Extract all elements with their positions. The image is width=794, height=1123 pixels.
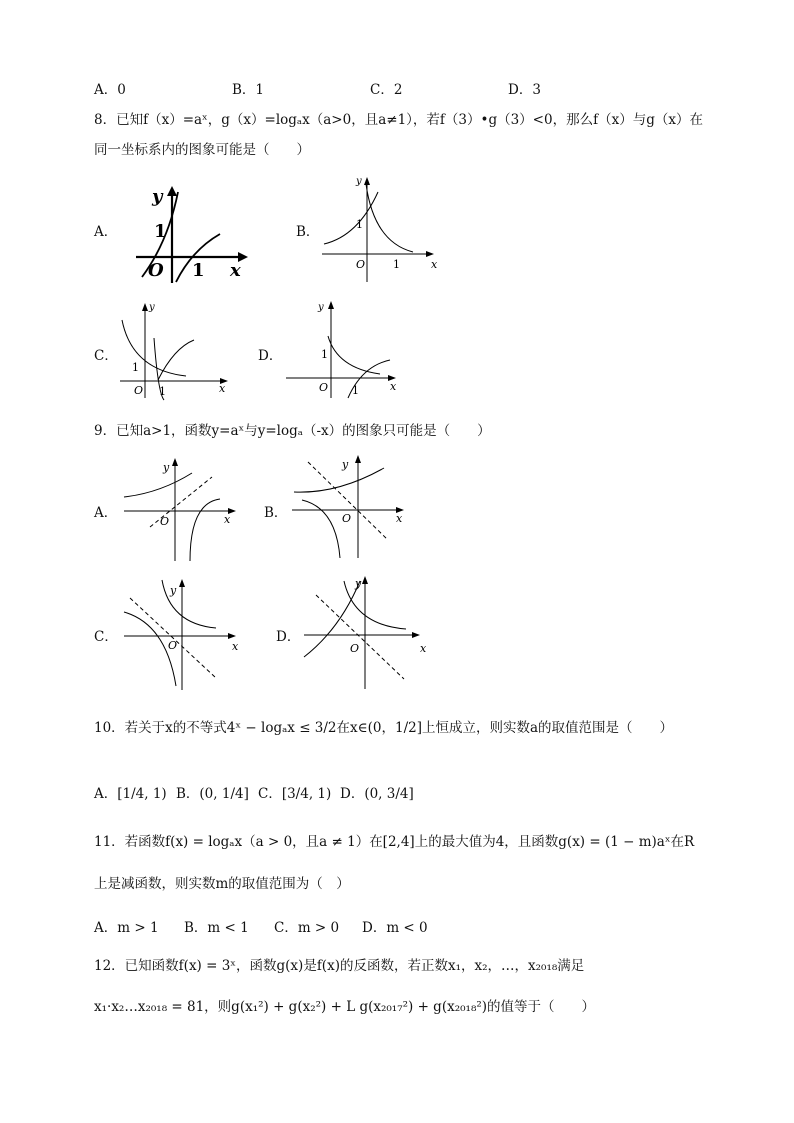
- q9a-origin-label: O: [160, 515, 170, 528]
- q8-stem-line2: 同一坐标系内的图象可能是（ ）: [94, 142, 310, 158]
- q8a-one-label: 1: [154, 221, 167, 242]
- q8b-one-x-label: 1: [393, 258, 400, 271]
- q8d-one-x-label: 1: [352, 384, 359, 397]
- q10-choice-c: C．[3/4, 1): [258, 786, 332, 802]
- q11-stem-line1: 11．若函数f(x) = logₐx（a > 0，且a ≠ 1）在[2,4]上的最大值为4，且函数g(x) = (1 − m)aˣ在R: [94, 834, 695, 850]
- q11-stem-line2: 上是减函数，则实数m的取值范围为（ ）: [94, 876, 350, 892]
- q8a-origin-label: O: [148, 260, 164, 281]
- q8d-y-label: y: [318, 302, 324, 313]
- q8-graph-c: [116, 298, 238, 403]
- q9-label-a: A．: [94, 505, 118, 521]
- q9c-origin-label: O: [168, 639, 178, 652]
- q8d-origin-label: O: [319, 381, 329, 394]
- q7-choice-d: D．3: [508, 82, 541, 98]
- q8-graph-a: [130, 182, 255, 287]
- q10-choice-b: B．(0, 1/4]: [176, 786, 249, 802]
- q8c-one-x-label: 1: [159, 385, 166, 398]
- q7-choice-c: C．2: [370, 82, 403, 98]
- q8c-y-label: y: [149, 302, 155, 313]
- q9-label-c: C．: [94, 629, 118, 645]
- q10-stem: 10．若关于x的不等式4ˣ − logₐx ≤ 3/2在x∈(0，1/2]上恒成立，则实数a的取值范围是（ ）: [94, 720, 674, 736]
- q8a-y-label: y: [152, 186, 163, 207]
- q9b-origin-label: O: [342, 512, 352, 525]
- q9d-origin-label: O: [350, 642, 360, 655]
- q7-choice-a: A．0: [94, 82, 126, 98]
- q11-choice-d: D．m < 0: [362, 920, 428, 936]
- q8c-origin-label: O: [134, 384, 144, 397]
- q9-stem: 9．已知a>1，函数y=aˣ与y=logₐ（-x）的图象只可能是（ ）: [94, 423, 491, 439]
- q8a-x-label: x: [230, 260, 241, 281]
- q9d-x-label: x: [420, 642, 427, 655]
- q9-graph-c: [120, 576, 245, 692]
- q10-choice-a: A．[1/4, 1): [94, 786, 167, 802]
- q9-graph-d: [300, 573, 430, 691]
- q12-stem-line2: x₁·x₂…x₂₀₁₈ = 81，则g(x₁²) + g(x₂²) + L g(x₂₀₁₇²) + g(x₂₀₁₈²)的值等于（ ）: [94, 999, 596, 1015]
- q9b-x-label: x: [396, 512, 403, 525]
- q9-graph-a: [120, 455, 245, 563]
- q8-graph-d: [282, 296, 407, 400]
- q8c-x-label: x: [219, 382, 226, 395]
- q9-graph-b: [288, 452, 413, 562]
- q8b-x-label: x: [431, 258, 438, 271]
- q11-choice-b: B．m < 1: [184, 920, 249, 936]
- q8d-one-label: 1: [321, 348, 328, 361]
- q8b-origin-label: O: [356, 258, 366, 271]
- q8c-one-label: 1: [132, 361, 139, 374]
- q7-choice-b: B．1: [232, 82, 265, 98]
- q11-choice-c: C．m > 0: [274, 920, 340, 936]
- q12-stem-line1: 12．已知函数f(x) = 3ˣ，函数g(x)是f(x)的反函数，若正数x₁，x₂，…，x₂₀₁₈满足: [94, 958, 585, 974]
- q8b-y-label: y: [356, 176, 362, 187]
- q8d-x-label: x: [390, 380, 397, 393]
- q9c-x-label: x: [232, 640, 239, 653]
- q9a-y-label: y: [163, 461, 170, 474]
- q8-label-a: A．: [94, 224, 118, 240]
- q8-label-b: B．: [296, 224, 320, 240]
- q9c-y-label: y: [170, 584, 177, 597]
- q9b-y-label: y: [342, 458, 349, 471]
- q8-label-d: D．: [258, 348, 283, 364]
- q8-graph-b: [318, 172, 443, 284]
- q8a-one-x-label: 1: [192, 260, 205, 281]
- q8-label-c: C．: [94, 348, 118, 364]
- q8b-one-label: 1: [356, 218, 363, 231]
- q8-stem-line1: 8．已知f（x）=aˣ，g（x）=logₐx（a>0，且a≠1），若f（3）•g（3）<0，那么f（x）与g（x）在: [94, 112, 703, 128]
- q11-choice-a: A．m > 1: [94, 920, 159, 936]
- q9-label-b: B．: [264, 505, 288, 521]
- q9d-y-label: y: [355, 577, 362, 590]
- q9a-x-label: x: [224, 513, 231, 526]
- q10-choice-d: D．(0, 3/4]: [340, 786, 414, 802]
- q9-label-d: D．: [276, 629, 301, 645]
